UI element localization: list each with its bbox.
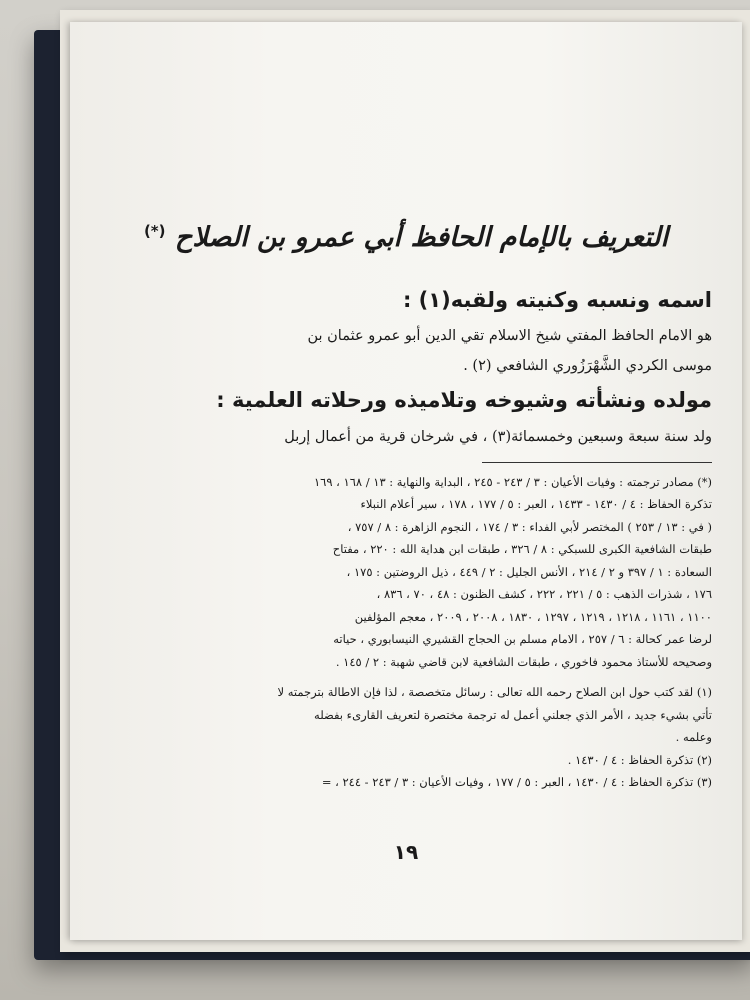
footnote-line: (١) لقد كتب حول ابن الصلاح رحمه الله تعالى : رسائل متخصصة ، لذا فإن الاطالة بترجمته لا <box>277 685 712 699</box>
footnote-line: تذكرة الحفاظ : ٤ / ١٤٣٠ - ١٤٣٣ ، العبر : ٥ / ١٧٧ ، ١٧٨ ، سير أعلام النبلاء <box>360 497 712 511</box>
body-line: موسى الكردي الشَّهْرَزُوري الشافعي (٢) . <box>463 358 712 375</box>
footnote-line: لرضا عمر كحالة : ٦ / ٢٥٧ ، الامام مسلم بن الحجاج القشيري النيسابوري ، حياته <box>333 632 712 646</box>
page-content <box>100 222 712 794</box>
chapter-title-marker: (*) <box>143 222 166 240</box>
footnote-line: ١١٠٠ ، ١١٦١ ، ١٢١٨ ، ١٢١٩ ، ١٢٩٧ ، ١٨٣٠ ، ٢٠٠٨ ، ٢٠٠٩ ، معجم المؤلفين <box>354 609 712 624</box>
footnote-line: السعادة : ١ / ٣٩٧ و ٢ / ٢١٤ ، الأنس الجليل : ٢ / ٤٤٩ ، ذيل الروضتين : ١٧٥ ، <box>346 564 712 579</box>
body-line: ولد سنة سبعة وسبعين وخمسمائة(٣) ، في شرخان قرية من أعمال إربل <box>284 428 712 445</box>
footnote-line: طبقات الشافعية الكبرى للسبكي : ٨ / ٣٢٦ ، طبقات ابن هداية الله : ٢٢٠ ، مفتاح <box>332 542 712 556</box>
footnote-line: ١٧٦ ، شذرات الذهب : ٥ / ٢٢١ ، ٢٢٢ ، كشف الظنون : ٤٨ ، ٧٠ ، ٨٣٦ ، <box>376 587 712 601</box>
book-page <box>70 22 742 940</box>
footnotes <box>100 471 712 794</box>
section-body-name-lineage <box>100 321 712 381</box>
footnote-divider <box>482 462 712 463</box>
footnote-line: تأتي بشيء جديد ، الأمر الذي جعلني أعمل له ترجمة مختصرة لتعريف القارىء بفضله <box>314 707 712 722</box>
footnote-2 <box>100 749 712 772</box>
footnote-line: ( في : ١٣ / ٢٥٣ ) المختصر لأبي الفداء : ٣ / ١٧٤ ، النجوم الزاهرة : ٨ / ٧٥٧ ، <box>347 519 712 534</box>
footnote-line: (٢) تذكرة الحفاظ : ٤ / ١٤٣٠ . <box>567 752 712 767</box>
chapter-title-text: التعريف بالإمام الحافظ أبي عمرو بن الصلاح <box>174 222 669 253</box>
section-heading-birth-upbringing: مولده ونشأته وشيوخه وتلاميذه ورحلاته العلمية : <box>216 388 712 413</box>
footnote-line: وصحيحه للأستاذ محمود فاخوري ، طبقات الشافعية لابن قاضي شهبة : ٢ / ١٤٥ . <box>335 654 712 669</box>
chapter-title <box>100 222 712 253</box>
footnote-line: وعلمه . <box>675 730 712 744</box>
footnote-3 <box>100 771 712 794</box>
page-number: ١٩ <box>393 840 419 864</box>
footnote-line: (٣) تذكرة الحفاظ : ٤ / ١٤٣٠ ، العبر : ٥ / ١٧٧ ، وفيات الأعيان : ٣ / ٢٤٣ - ٢٤٤ ، = <box>321 775 712 789</box>
body-line: هو الامام الحافظ المفتي شيخ الاسلام تقي الدين أبو عمرو عثمان بن <box>307 328 712 345</box>
footnote-1 <box>100 681 712 749</box>
footnote-line: (*) مصادر ترجمته : وفيات الأعيان : ٣ / ٢٤٣ - ٢٤٥ ، البداية والنهاية : ١٣ / ١٦٨ ، ١٦٩ <box>313 474 712 489</box>
footnote-sources <box>100 471 712 674</box>
section-heading-name-lineage: اسمه ونسبه وكنيته ولقبه(١) : <box>402 288 712 312</box>
section-body-birth-upbringing <box>100 422 712 452</box>
